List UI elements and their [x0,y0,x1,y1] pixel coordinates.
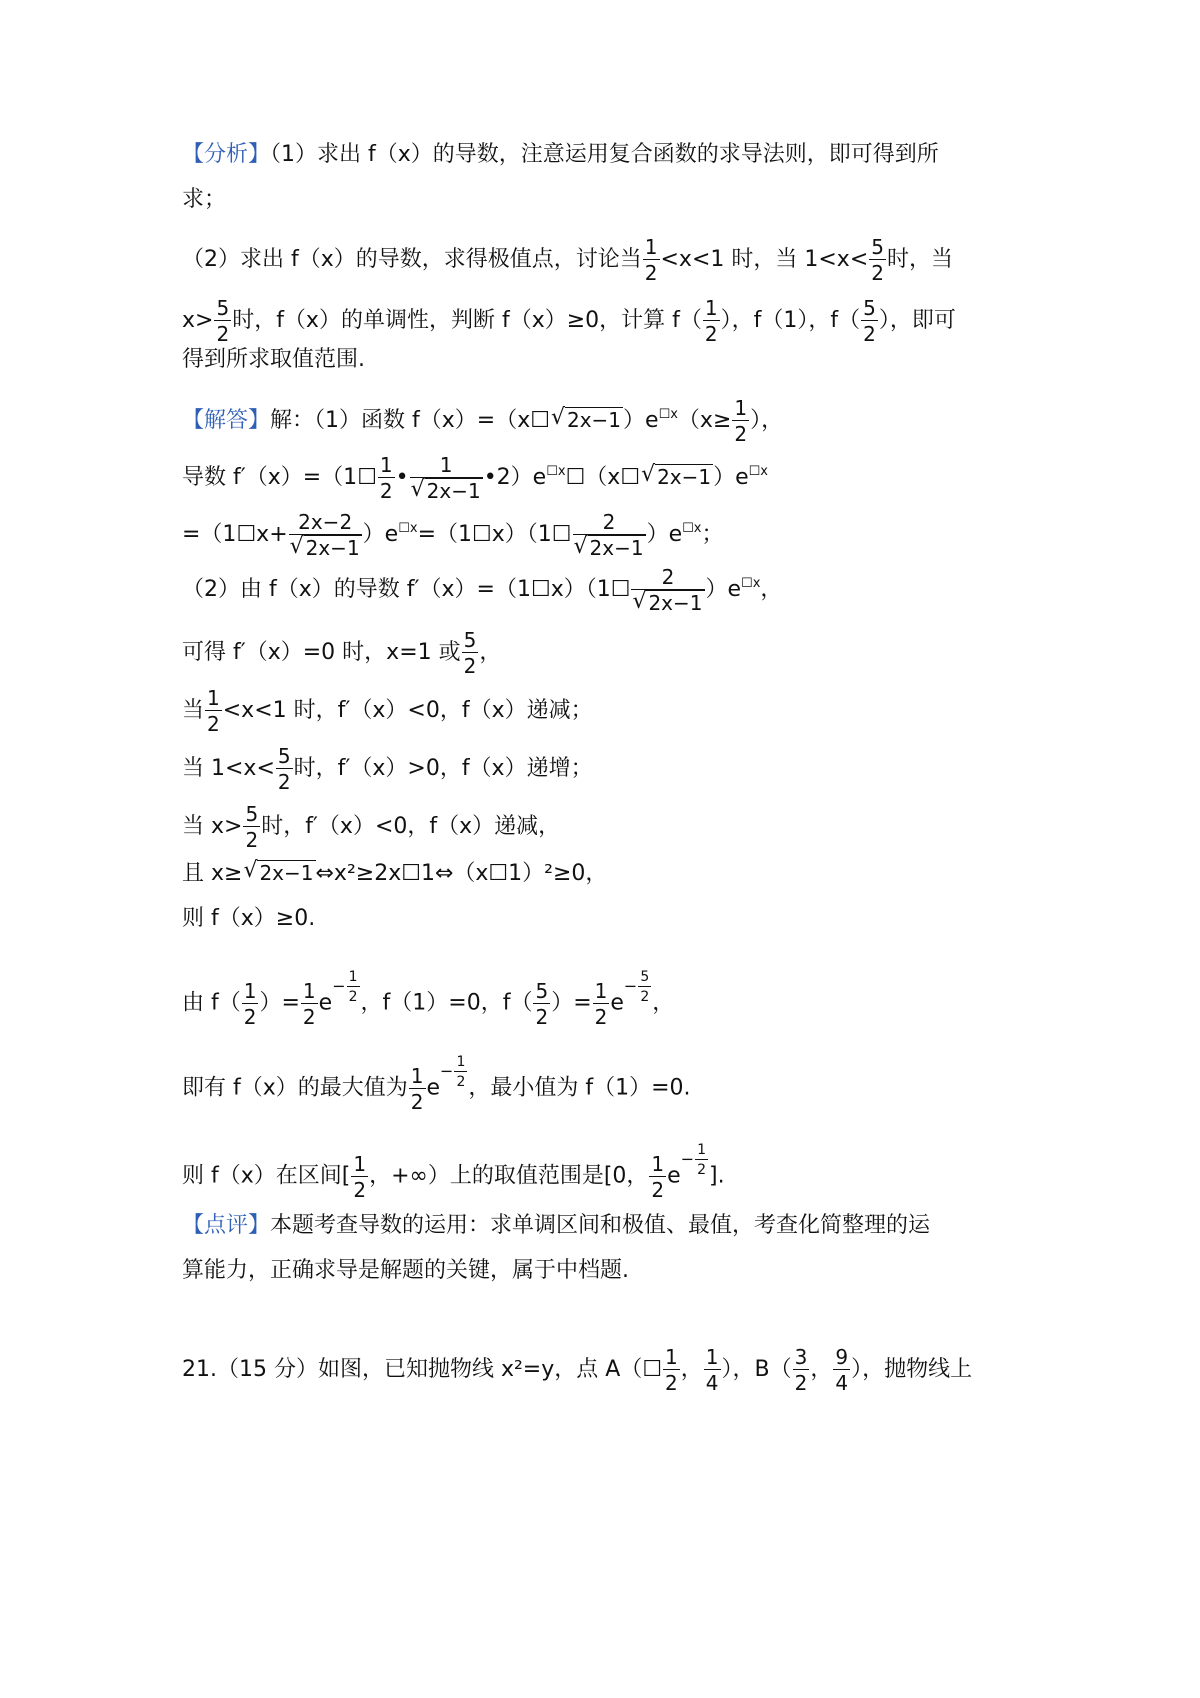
fraction: $\frac{1}{4}$ [705,1345,719,1395]
sqrt: √ 2x−1 [641,462,713,493]
analysis-text: 时，当 [887,247,954,272]
comment-line-2: 算能力，正确求导是解题的关键，属于中档题. [182,1258,629,1283]
fraction: $\frac{1}{2}$ [302,978,316,1029]
analysis-line-4: x> $\frac{5}{2}$ 时，f（x）的单调性，判断 f（x）≥0，计算 f（ $\frac{1}{2}$ ），f（1），f（ $\frac{5}{2}$ ），即可 [182,296,956,346]
analysis-line-3 [182,237,953,283]
sqrt: √ 2x−1 [243,858,315,889]
solution-line-7: 当 1<x< $\frac{5}{2}$ 时，f′（x）>0，f（x）递增； [182,744,593,794]
fraction: $\frac{1}{2}$ [651,1151,665,1202]
fraction: $\frac{1}{2}$ [243,978,257,1029]
analysis-line-5: 得到所求取值范围. [182,347,365,372]
analysis-text: （2）求出 f（x）的导数，求得极值点，讨论当 [182,247,642,272]
solution-line-1: 【解答】解：（1）函数 f（x）=（x☐√ $2x-1)e^{☐x}(x\ge$ $\frac{1}{2}$ ）， [182,398,783,444]
fraction: 1 √ 2x−1 [410,455,483,501]
analysis-line-1 [182,140,939,170]
analysis-line-2 [182,185,226,215]
exponent: − $\frac{1}{2}$ [440,1054,466,1090]
fraction: $\frac{5}{2}$ [277,744,291,794]
fraction: $\frac{1}{2}$ [704,296,718,346]
solution-line-8: 当 x> $\frac{5}{2}$ 时，f′（x）<0，f（x）递减， [182,802,561,852]
exponent: − $\frac{1}{2}$ [332,969,358,1005]
exponent: − $\frac{1}{2}$ [680,1142,707,1178]
solution-line-12: 即有 f（x）的最大值为 $\frac{1}{2}$ e− $\frac{1}{2}$ ，最小值为 f（1）=0. [182,1054,691,1114]
solution-line-4: （2）由 f（x）的导数 f′（x）=（1☐x）（1☐ 2 √ 2x−1 ）$e^{☐x}$， [182,567,782,613]
fraction: $\frac{5}{2}$ [871,235,884,285]
solution-line-11: 由 f（ $\frac{1}{2}$ ）= $\frac{1}{2}$ e− $\frac{1}{2}$ ，f（1）=0，f（ $\frac{5}{2}$ ）= $\frac{1}{2}$ e− $\frac{5}{2}$ ， [182,969,675,1029]
fraction: $\frac{1}{2}$ [410,1063,424,1114]
fraction: 2 √ 2x−1 [573,512,646,558]
fraction: $\frac{5}{2}$ [463,628,477,678]
fraction: $\frac{5}{2}$ [535,978,549,1029]
solution-line-6: 当 $\frac{1}{2}$ <x<1 时，f′（x）<0，f（x）递减； [182,686,593,736]
analysis-text: （1）求出 f（x）的导数，注意运用复合函数的求导法则，即可得到所 [270,142,939,167]
exponent: − $\frac{5}{2}$ [623,969,650,1005]
fraction: $\frac{5}{2}$ [216,296,230,346]
fraction: $\frac{5}{2}$ [245,802,259,852]
fraction: 2x−2 √ 2x−1 [289,512,362,558]
comment-line-1: 【点评】本题考查导数的运用：求单调区间和极值、最值，考查化简整理的运 [182,1213,931,1238]
fraction: 2 √ 2x−1 [631,567,704,613]
analysis-text: <x<1 时，当 1<x< [660,247,869,272]
fraction: $\frac{1}{2}$ [353,1151,367,1202]
solution-line-13: 则 f（x）在区间[ $\frac{1}{2}$ ，+∞）上的取值范围是[0， $\frac{1}{2}$ e− $\frac{1}{2}$ ]. [182,1142,725,1202]
analysis-tag: 【分析】 [182,142,271,167]
fraction: $\frac{5}{2}$ [863,296,876,346]
solution-line-2: 导数 f′（x）=（1☐ $\frac{1}{2}$ • 1 √ 2x−1 $•2)e^{☐x}☐(x☐√$ $2x-1)e^{☐x}$ [182,455,768,501]
fraction: $\frac{1}{2}$ [207,686,220,736]
solution-line-10: 则 f（x）≥0. [182,906,316,931]
solution-tag: 【解答】 [182,408,271,433]
comment-tag: 【点评】 [182,1213,271,1238]
fraction: $\frac{3}{2}$ [794,1345,808,1395]
fraction: $\frac{1}{2}$ [665,1345,678,1395]
analysis-text: 求； [182,187,227,212]
solution-line-3: =（1☐x+ 2x−2 √ 2x−1 ）$e^{☐x}=(1☐x)(1☐$ 2 √ 2x−1 ）$e^{☐x}$； [182,512,723,558]
solution-line-5: 可得 f′（x）=0 时，x=1 或 $\frac{5}{2}$ ， [182,628,502,678]
fraction: $\frac{9}{4}$ [835,1345,849,1395]
fraction: $\frac{1}{2}$ [644,235,658,285]
fraction: $\frac{1}{2}$ [594,978,608,1029]
fraction: $\frac{1}{2}$ [379,453,393,503]
sqrt: √ 2x−1 [551,405,623,436]
solution-line-9: 且 x≥√ 2x−1⇔x²≥2x☐1⇔（x☐1）²≥0， [182,858,607,889]
problem-21-line: 21.（15 分）如图，已知抛物线 x²=y，点 A（☐ $\frac{1}{2}$ ， $\frac{1}{4}$ ），B（ $\frac{3}{2}$ ， $\frac{9}{4}$ ），抛物线上 [182,1345,973,1395]
fraction: $\frac{1}{2}$ [734,396,748,446]
